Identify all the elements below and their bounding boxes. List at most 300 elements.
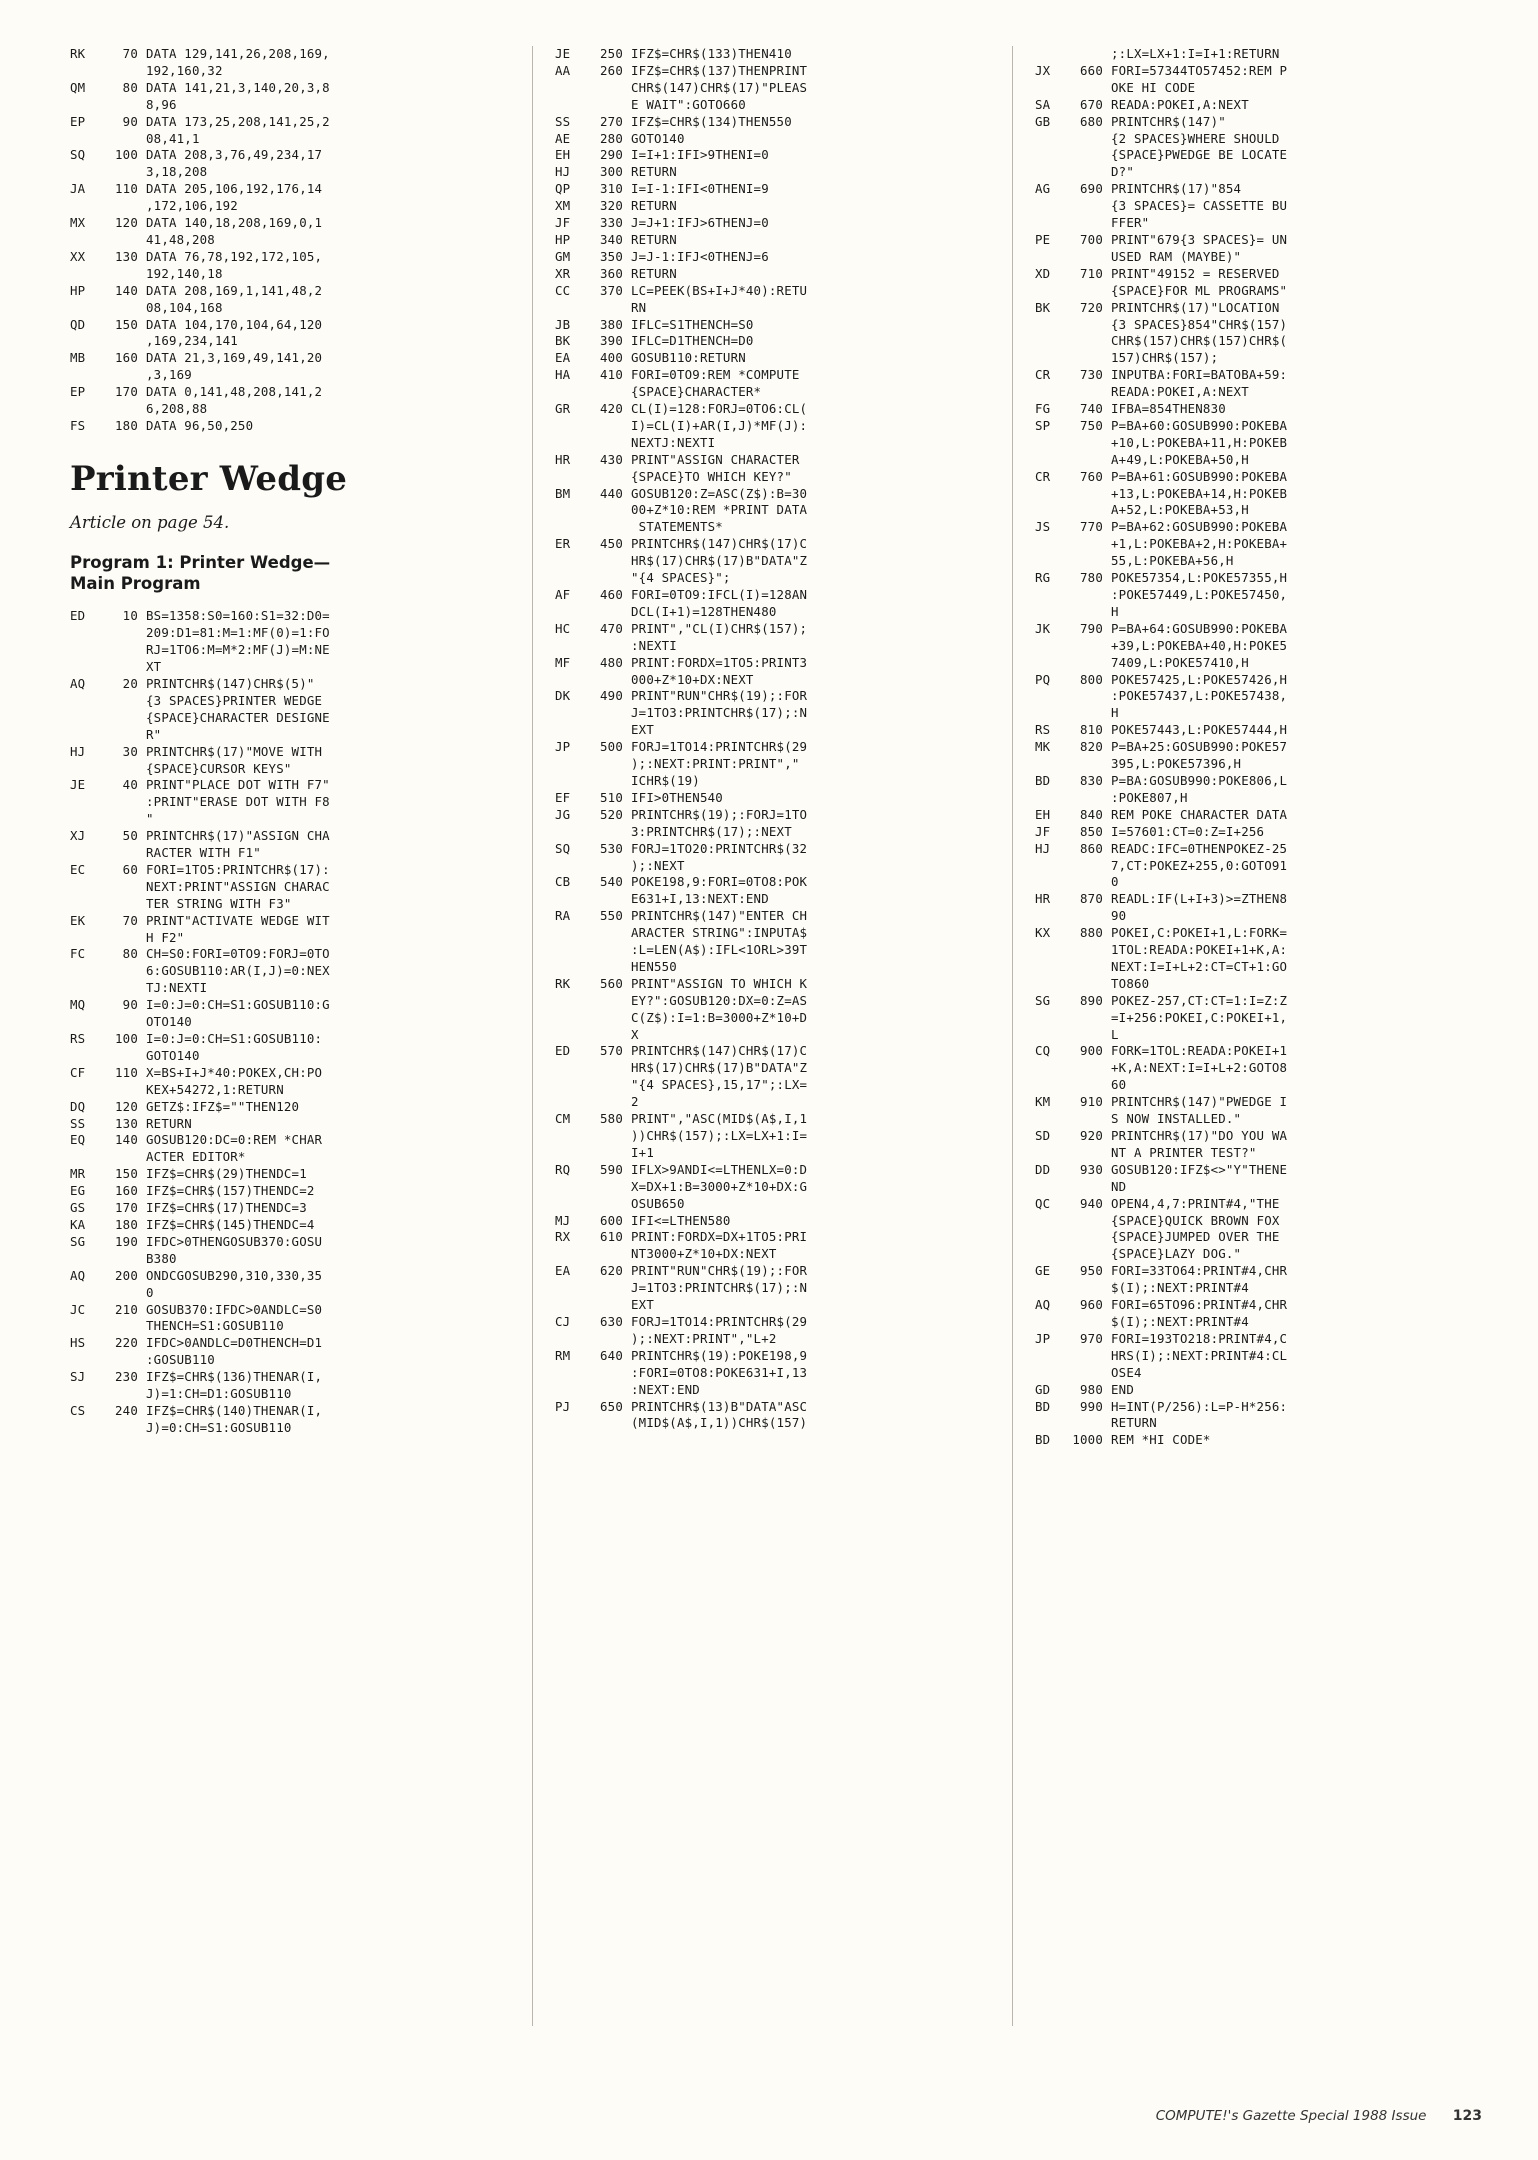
listing-line	[70, 80, 518, 95]
listing-line	[1035, 705, 1486, 720]
listing-line	[555, 638, 1002, 653]
checksum-code: EP	[70, 113, 86, 129]
code-text: REM POKE CHARACTER DATA	[1111, 806, 1288, 822]
line-number: 550	[600, 908, 623, 924]
code-text: NEXT:PRINT"ASSIGN CHARAC	[146, 878, 330, 894]
listing-line	[555, 807, 1002, 822]
line-number: 490	[600, 688, 623, 704]
code-text: E631+I,13:NEXT:END	[631, 891, 769, 907]
listing-line	[1035, 1280, 1486, 1295]
code-text: +10,L:POKEBA+11,H:POKEB	[1111, 434, 1288, 450]
listing-line	[1035, 350, 1486, 365]
code-text: GOSUB370:IFDC>0ANDLC=S0	[146, 1301, 323, 1317]
listing-line	[1035, 925, 1486, 940]
checksum-code: RQ	[555, 1161, 571, 1177]
line-number: 170	[115, 1200, 138, 1216]
code-text: 192,140,18	[146, 265, 223, 281]
listing-line	[555, 1365, 1002, 1380]
checksum-code: JB	[555, 316, 571, 332]
listing-line	[1035, 1297, 1486, 1312]
checksum-code: DD	[1035, 1161, 1051, 1177]
code-text: {SPACE}QUICK BROWN FOX	[1111, 1212, 1280, 1228]
listing-line	[555, 976, 1002, 991]
checksum-code: BD	[1035, 1432, 1051, 1448]
line-number: 690	[1080, 181, 1103, 197]
listing-line	[1035, 1043, 1486, 1058]
listing-line	[555, 959, 1002, 974]
code-text: {SPACE}CHARACTER*	[631, 384, 762, 400]
line-number: 400	[600, 350, 623, 366]
checksum-code: BD	[1035, 1398, 1051, 1414]
code-text: POKEZ-257,CT:CT=1:I=Z:Z	[1111, 992, 1288, 1008]
code-text: HEN550	[631, 958, 677, 974]
code-text: IFI>0THEN540	[631, 789, 723, 805]
code-text: ,169,234,141	[146, 333, 238, 349]
checksum-code: FC	[70, 946, 86, 962]
code-text: );:NEXT:PRINT:PRINT","	[631, 756, 800, 772]
listing-line	[1035, 215, 1486, 230]
code-text: :GOSUB110	[146, 1352, 215, 1368]
code-text: HRS(I);:NEXT:PRINT#4:CL	[1111, 1347, 1288, 1363]
listing-line	[70, 980, 518, 995]
listing-line	[70, 1116, 518, 1131]
checksum-code: AA	[555, 62, 571, 78]
code-text: RETURN	[631, 231, 677, 247]
checksum-code: XR	[555, 265, 571, 281]
listing-line	[555, 1060, 1002, 1075]
listing-line	[555, 418, 1002, 433]
checksum-code: AE	[555, 130, 571, 146]
listing-line	[70, 1335, 518, 1350]
listing-line	[70, 249, 518, 264]
listing-line	[70, 418, 518, 433]
listing-line	[555, 925, 1002, 940]
listing-line	[70, 710, 518, 725]
line-number: 880	[1080, 925, 1103, 941]
code-text: 60	[1111, 1077, 1127, 1093]
line-number: 150	[115, 316, 138, 332]
checksum-code: MQ	[70, 997, 86, 1013]
code-text: 3:PRINTCHR$(17);:NEXT	[631, 823, 792, 839]
code-text: {3 SPACES}PRINTER WEDGE	[146, 692, 323, 708]
listing-line	[555, 1415, 1002, 1430]
listing-line	[1035, 63, 1486, 78]
code-text: $(I);:NEXT:PRINT#4	[1111, 1313, 1249, 1329]
line-number: 710	[1080, 265, 1103, 281]
code-text: BS=1358:S0=160:S1=32:D0=	[146, 608, 330, 624]
listing-line	[70, 1268, 518, 1283]
checksum-code: AQ	[70, 1267, 86, 1283]
listing-line	[1035, 1094, 1486, 1109]
listing-line	[555, 519, 1002, 534]
code-text: ARACTER STRING":INPUTA$	[631, 925, 808, 941]
code-text: DATA 208,169,1,141,48,2	[146, 282, 323, 298]
line-number: 160	[115, 1183, 138, 1199]
code-text: 41,48,208	[146, 231, 215, 247]
footer-text: COMPUTE!'s Gazette Special 1988 Issue	[1155, 2108, 1427, 2124]
line-number: 10	[122, 608, 138, 624]
listing-line	[70, 131, 518, 146]
code-text: X=BS+I+J*40:POKEX,CH:PO	[146, 1064, 323, 1080]
listing-line	[1035, 249, 1486, 264]
listing-line	[555, 384, 1002, 399]
code-text: IFZ$=CHR$(134)THEN550	[631, 113, 792, 129]
listing-line	[1035, 97, 1486, 112]
line-number: 760	[1080, 468, 1103, 484]
listing-line	[70, 1318, 518, 1333]
listing-line	[555, 1145, 1002, 1160]
line-number: 110	[115, 1064, 138, 1080]
listing-line	[555, 469, 1002, 484]
listing-line	[555, 266, 1002, 281]
checksum-code: HC	[555, 620, 571, 636]
listing-line	[555, 114, 1002, 129]
code-text: IFI<=LTHEN580	[631, 1212, 731, 1228]
code-text: 192,160,32	[146, 62, 223, 78]
line-number: 990	[1080, 1398, 1103, 1414]
listing-line	[1035, 688, 1486, 703]
checksum-code: SS	[555, 113, 571, 129]
line-number: 830	[1080, 772, 1103, 788]
code-text: FORJ=1TO14:PRINTCHR$(29	[631, 739, 808, 755]
listing-col2	[555, 46, 1002, 1431]
three-column-layout	[52, 46, 1492, 2026]
code-text: DATA 208,3,76,49,234,17	[146, 147, 323, 163]
line-number: 920	[1080, 1128, 1103, 1143]
code-text: IFZ$=CHR$(157)THENDC=2	[146, 1183, 315, 1199]
code-text: {SPACE}TO WHICH KEY?"	[631, 468, 792, 484]
code-text: PRINTCHR$(17)"MOVE WITH	[146, 743, 323, 759]
listing-line	[1035, 317, 1486, 332]
line-number: 670	[1080, 96, 1103, 112]
listing-line	[1035, 1111, 1486, 1126]
listing-line	[1035, 976, 1486, 991]
checksum-code: CM	[555, 1111, 571, 1127]
checksum-code: HJ	[70, 743, 86, 759]
article-reference: Article on page 54.	[70, 513, 230, 533]
listing-line	[555, 1196, 1002, 1211]
checksum-code: HP	[70, 282, 86, 298]
checksum-code: EA	[555, 1263, 571, 1279]
listing-line	[555, 858, 1002, 873]
code-text: IFDC>0THENGOSUB370:GOSU	[146, 1233, 323, 1249]
code-text: :NEXTI	[631, 637, 677, 653]
code-text: CHR$(157)CHR$(157)CHR$(	[1111, 333, 1288, 349]
line-number: 320	[600, 198, 623, 214]
line-number: 850	[1080, 823, 1103, 839]
code-text: IFZ$=CHR$(133)THEN410	[631, 46, 792, 61]
code-text: P=BA+60:GOSUB990:POKEBA	[1111, 417, 1288, 433]
code-text: 209:D1=81:M=1:MF(0)=1:FO	[146, 625, 330, 641]
code-text: GOTO140	[631, 130, 685, 146]
line-number: 350	[600, 248, 623, 264]
checksum-code: SQ	[555, 840, 571, 856]
code-text: READA:POKEI,A:NEXT	[1111, 96, 1249, 112]
listing-line	[1035, 1060, 1486, 1075]
code-text: 000+Z*10+DX:NEXT	[631, 671, 754, 687]
line-number: 190	[115, 1233, 138, 1249]
listing-line	[555, 1263, 1002, 1278]
line-number: 180	[115, 417, 138, 433]
code-text: 7,CT:POKEZ+255,0:GOTO91	[1111, 857, 1288, 873]
listing-line	[70, 811, 518, 826]
checksum-code: GS	[70, 1200, 86, 1216]
listing-line	[1035, 891, 1486, 906]
checksum-code: DQ	[70, 1098, 86, 1114]
code-text: INPUTBA:FORI=BATOBA+59:	[1111, 367, 1288, 383]
listing-line	[70, 266, 518, 281]
code-text: IFZ$=CHR$(140)THENAR(I,	[146, 1402, 323, 1418]
listing-line	[70, 1099, 518, 1114]
checksum-code: EH	[1035, 806, 1051, 822]
line-number: 120	[115, 1098, 138, 1114]
checksum-code: MB	[70, 350, 86, 366]
code-text: S NOW INSTALLED."	[1111, 1111, 1242, 1127]
checksum-code: JP	[555, 739, 571, 755]
code-text: P=BA+64:GOSUB990:POKEBA	[1111, 620, 1288, 636]
checksum-code: JA	[70, 181, 86, 197]
listing-line	[70, 384, 518, 399]
line-number: 870	[1080, 891, 1103, 907]
code-text: IFZ$=CHR$(17)THENDC=3	[146, 1200, 307, 1216]
checksum-code: AQ	[1035, 1297, 1051, 1313]
listing-line	[70, 300, 518, 315]
checksum-code: JX	[1035, 62, 1051, 78]
code-text: XT	[146, 659, 162, 675]
checksum-code: QD	[70, 316, 86, 332]
listing-line	[1035, 858, 1486, 873]
listing-line	[555, 1246, 1002, 1261]
checksum-code: FG	[1035, 401, 1051, 417]
code-text: E WAIT":GOTO660	[631, 96, 746, 112]
code-text: TER STRING WITH F3"	[146, 895, 292, 911]
code-text: ,172,106,192	[146, 198, 238, 214]
listing-line	[70, 693, 518, 708]
code-text: J=1TO3:PRINTCHR$(17);:N	[631, 1280, 808, 1296]
checksum-code: EQ	[70, 1132, 86, 1148]
line-number: 600	[600, 1212, 623, 1228]
checksum-code: AF	[555, 587, 571, 602]
column-2	[532, 46, 1012, 2026]
code-text: FORI=1TO5:PRINTCHR$(17):	[146, 861, 330, 877]
code-text: RN	[631, 299, 647, 315]
code-text: {SPACE}LAZY DOG."	[1111, 1246, 1242, 1262]
code-text: H=INT(P/256):L=P-H*256:	[1111, 1398, 1288, 1414]
listing-line	[1035, 638, 1486, 653]
code-text: DATA 173,25,208,141,25,2	[146, 113, 330, 129]
code-text: P=BA+25:GOSUB990:POKE57	[1111, 739, 1288, 755]
code-text: 0	[146, 1284, 154, 1300]
listing-line	[555, 300, 1002, 315]
code-text: EXT	[631, 1297, 654, 1313]
code-text: READL:IF(L+I+3)>=ZTHEN8	[1111, 891, 1288, 907]
listing-line	[1035, 1196, 1486, 1211]
line-number: 580	[600, 1111, 623, 1127]
listing-line	[555, 536, 1002, 551]
listing-line	[1035, 1162, 1486, 1177]
code-text: IFDC>0ANDLC=D0THENCH=D1	[146, 1335, 323, 1351]
listing-line	[1035, 655, 1486, 670]
code-text: 0	[1111, 874, 1119, 890]
code-text: PRINT"PLACE DOT WITH F7"	[146, 777, 330, 793]
checksum-code: FS	[70, 417, 86, 433]
checksum-code: BM	[555, 485, 571, 501]
listing-line	[70, 828, 518, 843]
code-text: NEXT:I=I+L+2:CT=CT+1:GO	[1111, 958, 1288, 974]
checksum-code: CJ	[555, 1313, 571, 1329]
listing-line	[555, 1382, 1002, 1397]
listing-line	[555, 46, 1002, 61]
code-text: RETURN	[631, 164, 677, 180]
checksum-code: SG	[70, 1233, 86, 1249]
listing-line	[70, 963, 518, 978]
code-text: +39,L:POKEBA+40,H:POKE5	[1111, 637, 1288, 653]
checksum-code: KM	[1035, 1094, 1051, 1110]
listing-line	[70, 114, 518, 129]
code-text: RJ=1TO6:M=M*2:MF(J)=M:NE	[146, 642, 330, 658]
line-number: 140	[115, 282, 138, 298]
listing-line	[555, 1043, 1002, 1058]
line-number: 310	[600, 181, 623, 197]
listing-line	[1035, 536, 1486, 551]
listing-line	[1035, 333, 1486, 348]
listing-line	[555, 1094, 1002, 1109]
code-text: IFLX>9ANDI<=LTHENLX=0:D	[631, 1161, 808, 1177]
code-text: DATA 76,78,192,172,105,	[146, 248, 323, 264]
code-text: PRINTCHR$(147)CHR$(17)C	[631, 1043, 808, 1059]
listing-line	[1035, 80, 1486, 95]
listing-line	[70, 930, 518, 945]
listing-line	[555, 350, 1002, 365]
checksum-code: BK	[555, 333, 571, 349]
code-text: 00+Z*10:REM *PRINT DATA	[631, 502, 808, 518]
code-text: CL(I)=128:FORJ=0TO6:CL(	[631, 401, 808, 417]
code-text: READA:POKEI,A:NEXT	[1111, 384, 1249, 400]
listing-line	[1035, 756, 1486, 771]
listing-line	[1035, 519, 1486, 534]
line-number: 430	[600, 451, 623, 467]
code-text: 7409,L:POKE57410,H	[1111, 654, 1249, 670]
listing-line	[1035, 908, 1486, 923]
line-number: 360	[600, 265, 623, 281]
line-number: 20	[122, 675, 138, 691]
listing-line	[70, 1217, 518, 1232]
listing-line	[555, 1314, 1002, 1329]
code-text: OSE4	[1111, 1364, 1142, 1380]
code-text: X=DX+1:B=3000+Z*10+DX:G	[631, 1178, 808, 1194]
listing-line	[1035, 807, 1486, 822]
line-number: 440	[600, 485, 623, 501]
code-text: IFZ$=CHR$(136)THENAR(I,	[146, 1369, 323, 1385]
code-text: 2	[631, 1094, 639, 1110]
listing-line	[555, 317, 1002, 332]
listing-line	[70, 1200, 518, 1215]
checksum-code: CR	[1035, 367, 1051, 383]
listing-line	[555, 147, 1002, 162]
code-text: PRINTCHR$(13)B"DATA"ASC	[631, 1398, 808, 1414]
listing-line	[1035, 1348, 1486, 1363]
code-text: PRINT"ASSIGN TO WHICH K	[631, 975, 808, 991]
listing-line	[70, 1251, 518, 1266]
code-text: FORJ=1TO14:PRINTCHR$(29	[631, 1313, 808, 1329]
code-text: EY?":GOSUB120:DX=0:Z=AS	[631, 992, 808, 1008]
code-text: A+52,L:POKEBA+53,H	[1111, 502, 1249, 518]
listing-line	[555, 908, 1002, 923]
checksum-code: MF	[555, 654, 571, 670]
code-text: DATA 104,170,104,64,120	[146, 316, 323, 332]
code-text: DATA 140,18,208,169,0,1	[146, 215, 323, 231]
line-number: 120	[115, 215, 138, 231]
line-number: 740	[1080, 401, 1103, 417]
listing-line	[1035, 1382, 1486, 1397]
listing-line	[70, 1132, 518, 1147]
code-text: :POKE807,H	[1111, 789, 1188, 805]
code-text: P=BA+62:GOSUB990:POKEBA	[1111, 519, 1288, 535]
listing-line	[555, 181, 1002, 196]
checksum-code: JF	[555, 215, 571, 231]
line-number: 60	[122, 861, 138, 877]
line-number: 700	[1080, 231, 1103, 247]
listing-line	[70, 862, 518, 877]
listing-line	[70, 879, 518, 894]
checksum-code: SS	[70, 1115, 86, 1131]
listing-line	[1035, 283, 1486, 298]
code-text: PRINTCHR$(147)"ENTER CH	[631, 908, 808, 924]
listing-line	[70, 97, 518, 112]
code-text: POKE57425,L:POKE57426,H	[1111, 671, 1288, 687]
code-text: POKEI,C:POKEI+1,L:FORK=	[1111, 925, 1288, 941]
checksum-code: JC	[70, 1301, 86, 1317]
listing-line	[70, 794, 518, 809]
listing-line	[70, 283, 518, 298]
listing-line	[1035, 1213, 1486, 1228]
code-text: PRINT"ASSIGN CHARACTER	[631, 451, 800, 467]
listing-line	[70, 1082, 518, 1097]
code-text: 157)CHR$(157);	[1111, 350, 1219, 366]
line-number: 720	[1080, 299, 1103, 315]
line-number: 80	[122, 946, 138, 962]
listing-line	[70, 608, 518, 623]
listing-line	[555, 435, 1002, 450]
program-label: Program 1:	[70, 553, 174, 573]
listing-col3	[1035, 46, 1486, 1448]
code-text: HR$(17)CHR$(17)B"DATA"Z	[631, 1060, 808, 1076]
listing-line	[1035, 604, 1486, 619]
checksum-code: HR	[555, 451, 571, 467]
checksum-code: HS	[70, 1335, 86, 1351]
listing-line	[1035, 1432, 1486, 1447]
code-text: DATA 141,21,3,140,20,3,8	[146, 79, 330, 95]
code-text: R"	[146, 726, 162, 742]
line-number: 530	[600, 840, 623, 856]
listing-line	[1035, 722, 1486, 737]
checksum-code: HA	[555, 367, 571, 383]
code-text: NT3000+Z*10+DX:NEXT	[631, 1246, 777, 1262]
code-text: IFZ$=CHR$(145)THENDC=4	[146, 1216, 315, 1232]
listing-line	[70, 1234, 518, 1249]
listing-line	[555, 452, 1002, 467]
code-text: {SPACE}FOR ML PROGRAMS"	[1111, 282, 1288, 298]
code-text: FORI=0TO9:REM *COMPUTE	[631, 367, 800, 383]
code-text: {3 SPACES}854"CHR$(157)	[1111, 316, 1288, 332]
code-text: PRINT"RUN"CHR$(19);:FOR	[631, 688, 808, 704]
code-text: {SPACE}CHARACTER DESIGNE	[146, 709, 330, 725]
listing-line	[1035, 300, 1486, 315]
line-number: 960	[1080, 1297, 1103, 1313]
code-text: {SPACE}PWEDGE BE LOCATE	[1111, 147, 1288, 163]
listing-line	[70, 761, 518, 776]
listing-line	[70, 232, 518, 247]
